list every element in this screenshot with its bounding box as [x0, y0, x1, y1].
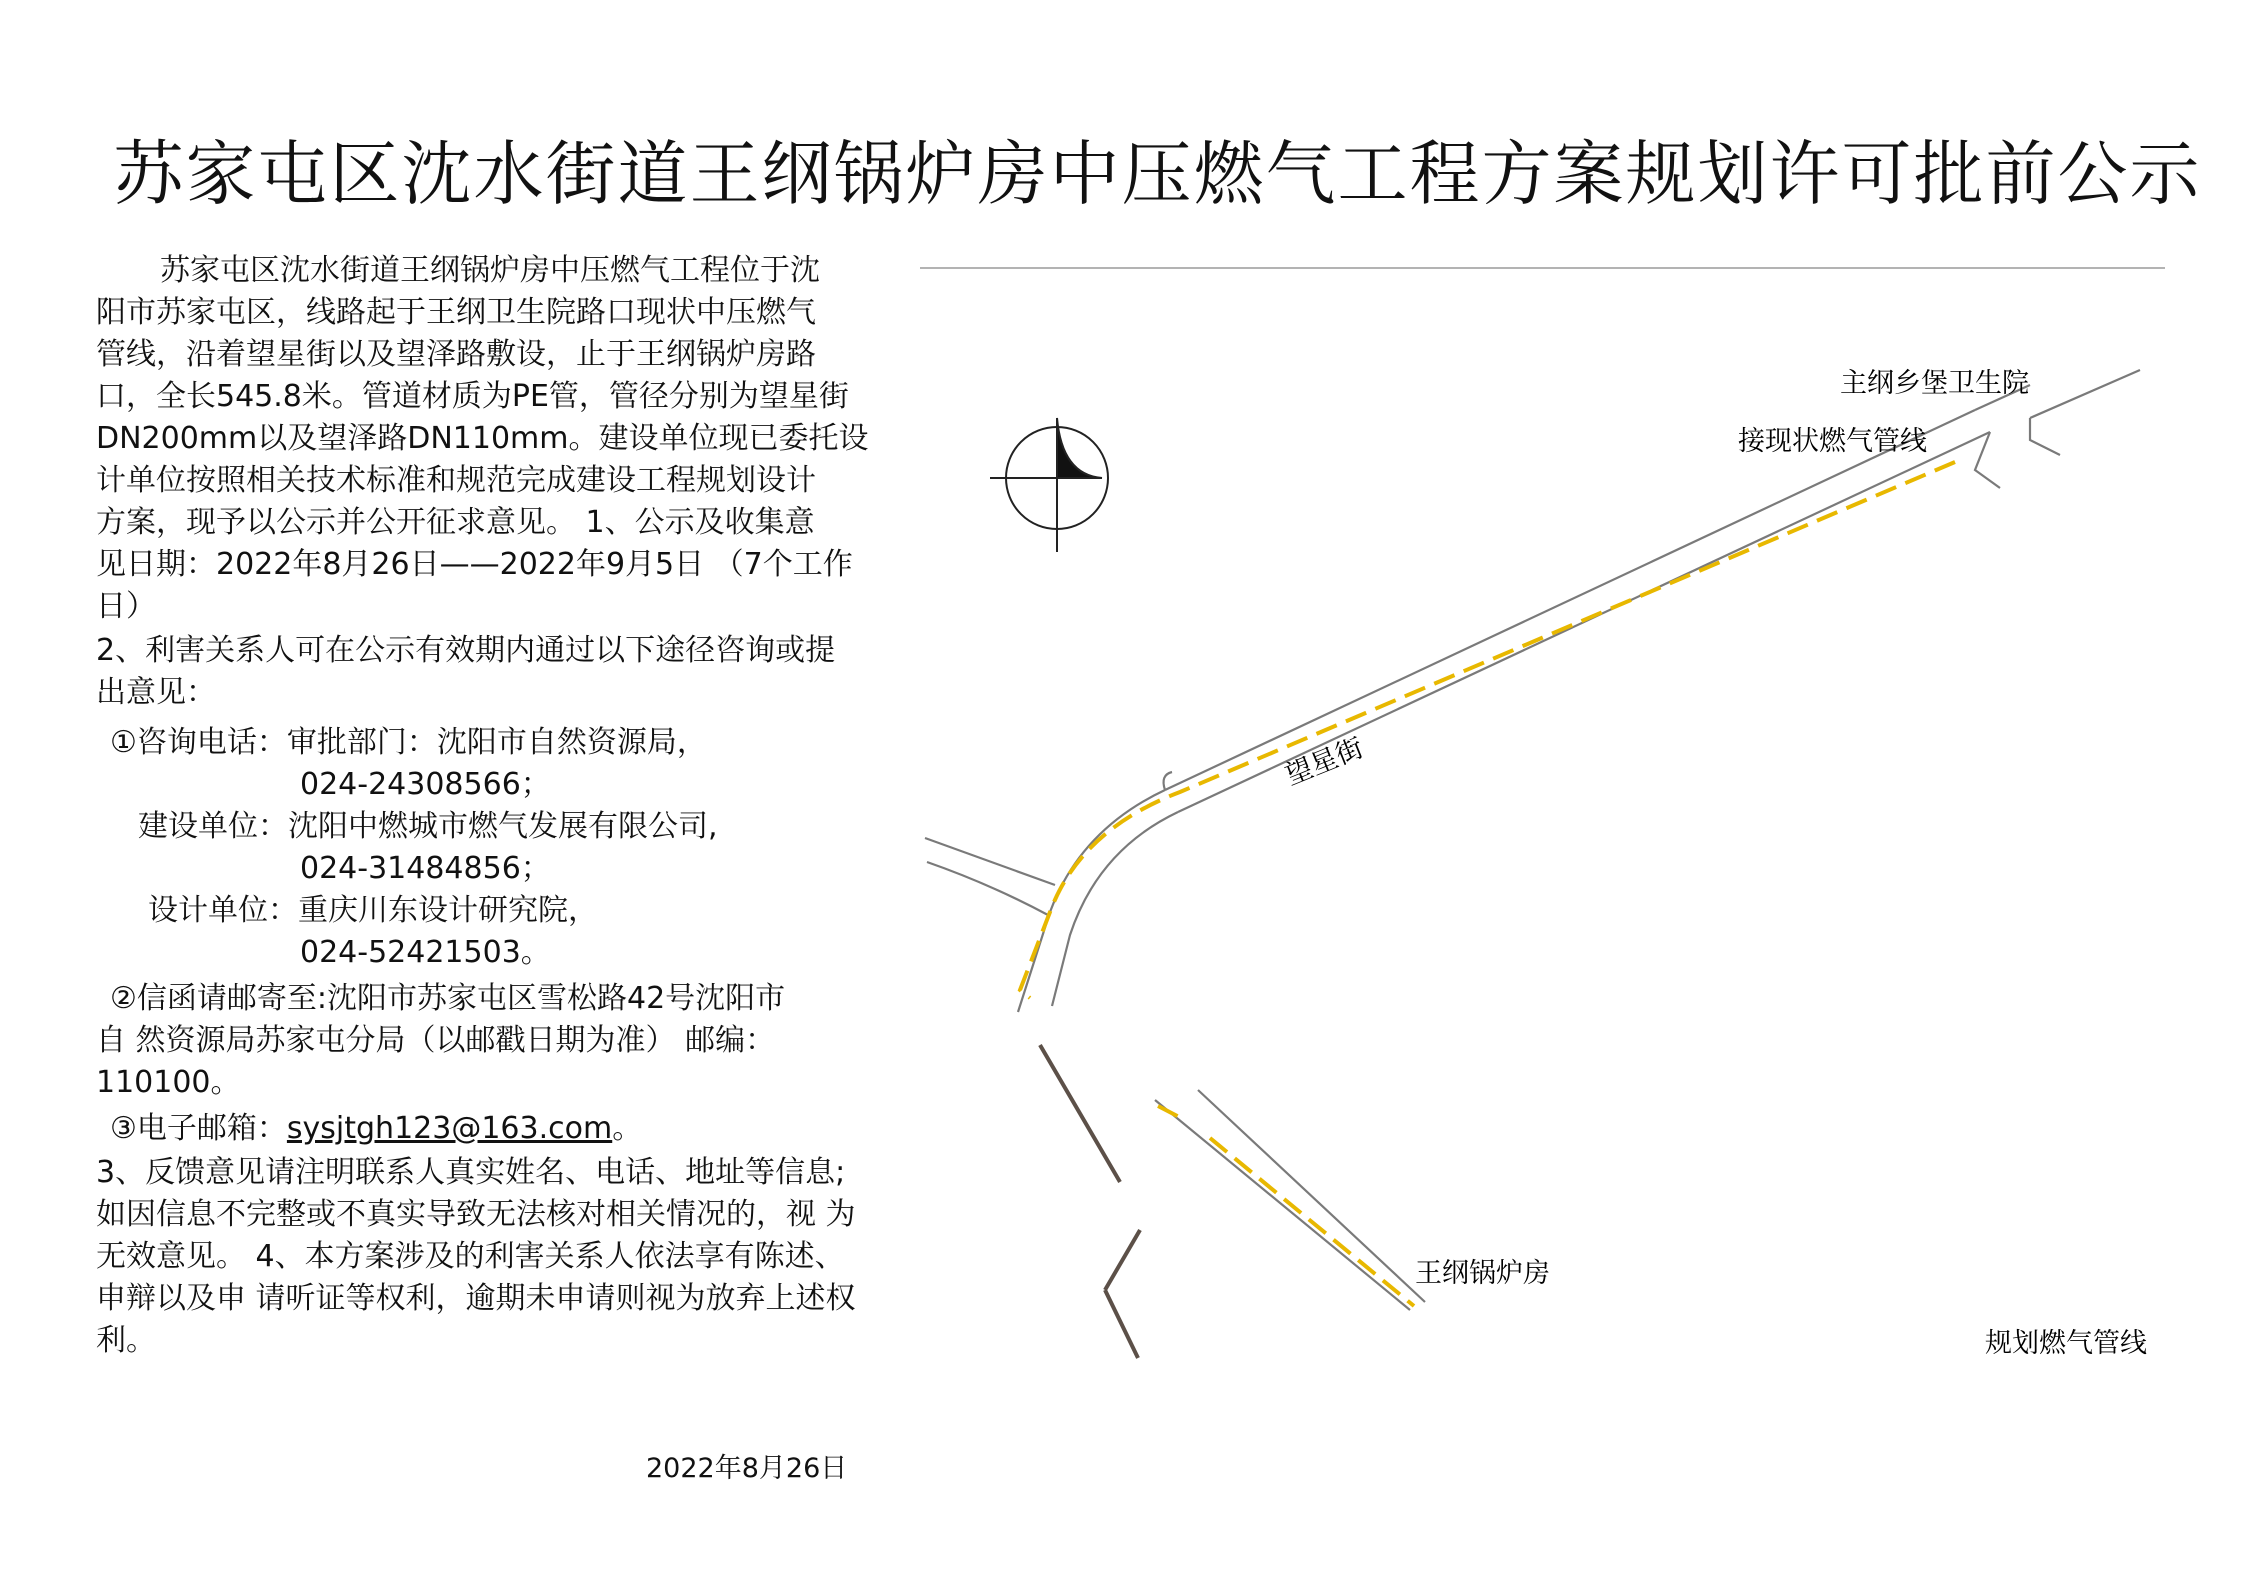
- north-arrow-icon: [990, 418, 1108, 552]
- notice-line: 见日期：2022年8月26日——2022年9月5日 （7个工作: [96, 547, 853, 582]
- notice-line: DN200mm以及望泽路DN110mm。建设单位现已委托设: [96, 421, 869, 456]
- notice-line: 如因信息不完整或不真实导致无法核对相关情况的，视 为: [96, 1197, 856, 1232]
- notice-line: 方案，现予以公示并公开征求意见。 1、公示及收集意: [96, 505, 815, 540]
- phone-number: 024-52421503。: [300, 935, 551, 970]
- notice-line: 出意见：: [96, 675, 216, 710]
- notice-line: 利。: [96, 1323, 156, 1358]
- email-line: [110, 1108, 642, 1150]
- page-title: 苏家屯区沈水街道王纲锅炉房中压燃气工程方案规划许可批前公示: [113, 133, 2202, 215]
- notice-line: 无效意见。 4、本方案涉及的利害关系人依法享有陈述、: [96, 1239, 845, 1274]
- connect-existing-label: 接现状燃气管线: [1738, 426, 1927, 457]
- builder-line: 建设单位：沈阳中燃城市燃气发展有限公司,: [138, 809, 718, 844]
- notice-line: 自 然资源局苏家屯分局（以邮戳日期为准） 邮编：: [96, 1023, 776, 1058]
- map-frame: [1040, 1045, 1140, 1358]
- notice-line: 2、利害关系人可在公示有效期内通过以下途径咨询或提: [96, 633, 836, 668]
- notice-date: 2022年8月26日: [646, 1453, 848, 1484]
- road-network: [925, 370, 2140, 1310]
- notice-line: 3、反馈意见请注明联系人真实姓名、电话、地址等信息;: [96, 1155, 846, 1190]
- notice-line: 计单位按照相关技术标准和规范完成建设工程规划设计: [96, 463, 816, 498]
- email-label: ③电子邮箱：: [110, 1111, 287, 1146]
- mail-line: ②信函请邮寄至:沈阳市苏家屯区雪松路42号沈阳市: [110, 981, 786, 1016]
- route-map: [920, 250, 2245, 1430]
- phone-number: 024-31484856；: [300, 851, 551, 886]
- consult-phone-line: ①咨询电话：审批部门：沈阳市自然资源局，: [110, 725, 707, 760]
- street-label: 望星街: [1281, 732, 1368, 792]
- notice-line: 管线，沿着望星街以及望泽路敷设，止于王纲锅炉房路: [96, 337, 816, 372]
- email-end: 。: [612, 1111, 643, 1146]
- hospital-label: 主纲乡堡卫生院: [1840, 368, 2029, 399]
- email-link[interactable]: sysjtgh123@163.com: [286, 1111, 613, 1146]
- notice-line: 110100。: [96, 1065, 241, 1100]
- legend-label: 规划燃气管线: [1985, 1328, 2147, 1359]
- phone-number: 024-24308566；: [300, 767, 551, 802]
- designer-line: 设计单位：重庆川东设计研究院，: [148, 893, 598, 928]
- notice-line: 口，全长545.8米。管道材质为PE管，管径分别为望星街: [96, 379, 849, 414]
- notice-line: 苏家屯区沈水街道王纲锅炉房中压燃气工程位于沈: [160, 253, 820, 288]
- planned-gas-pipeline: [1020, 462, 1955, 1306]
- boiler-room-label: 王纲锅炉房: [1415, 1258, 1550, 1289]
- notice-line: 阳市苏家屯区，线路起于王纲卫生院路口现状中压燃气: [96, 295, 816, 330]
- notice-line: 申辩以及申 请听证等权利，逾期未申请则视为放弃上述权: [96, 1281, 856, 1316]
- notice-line: 日）: [96, 589, 156, 624]
